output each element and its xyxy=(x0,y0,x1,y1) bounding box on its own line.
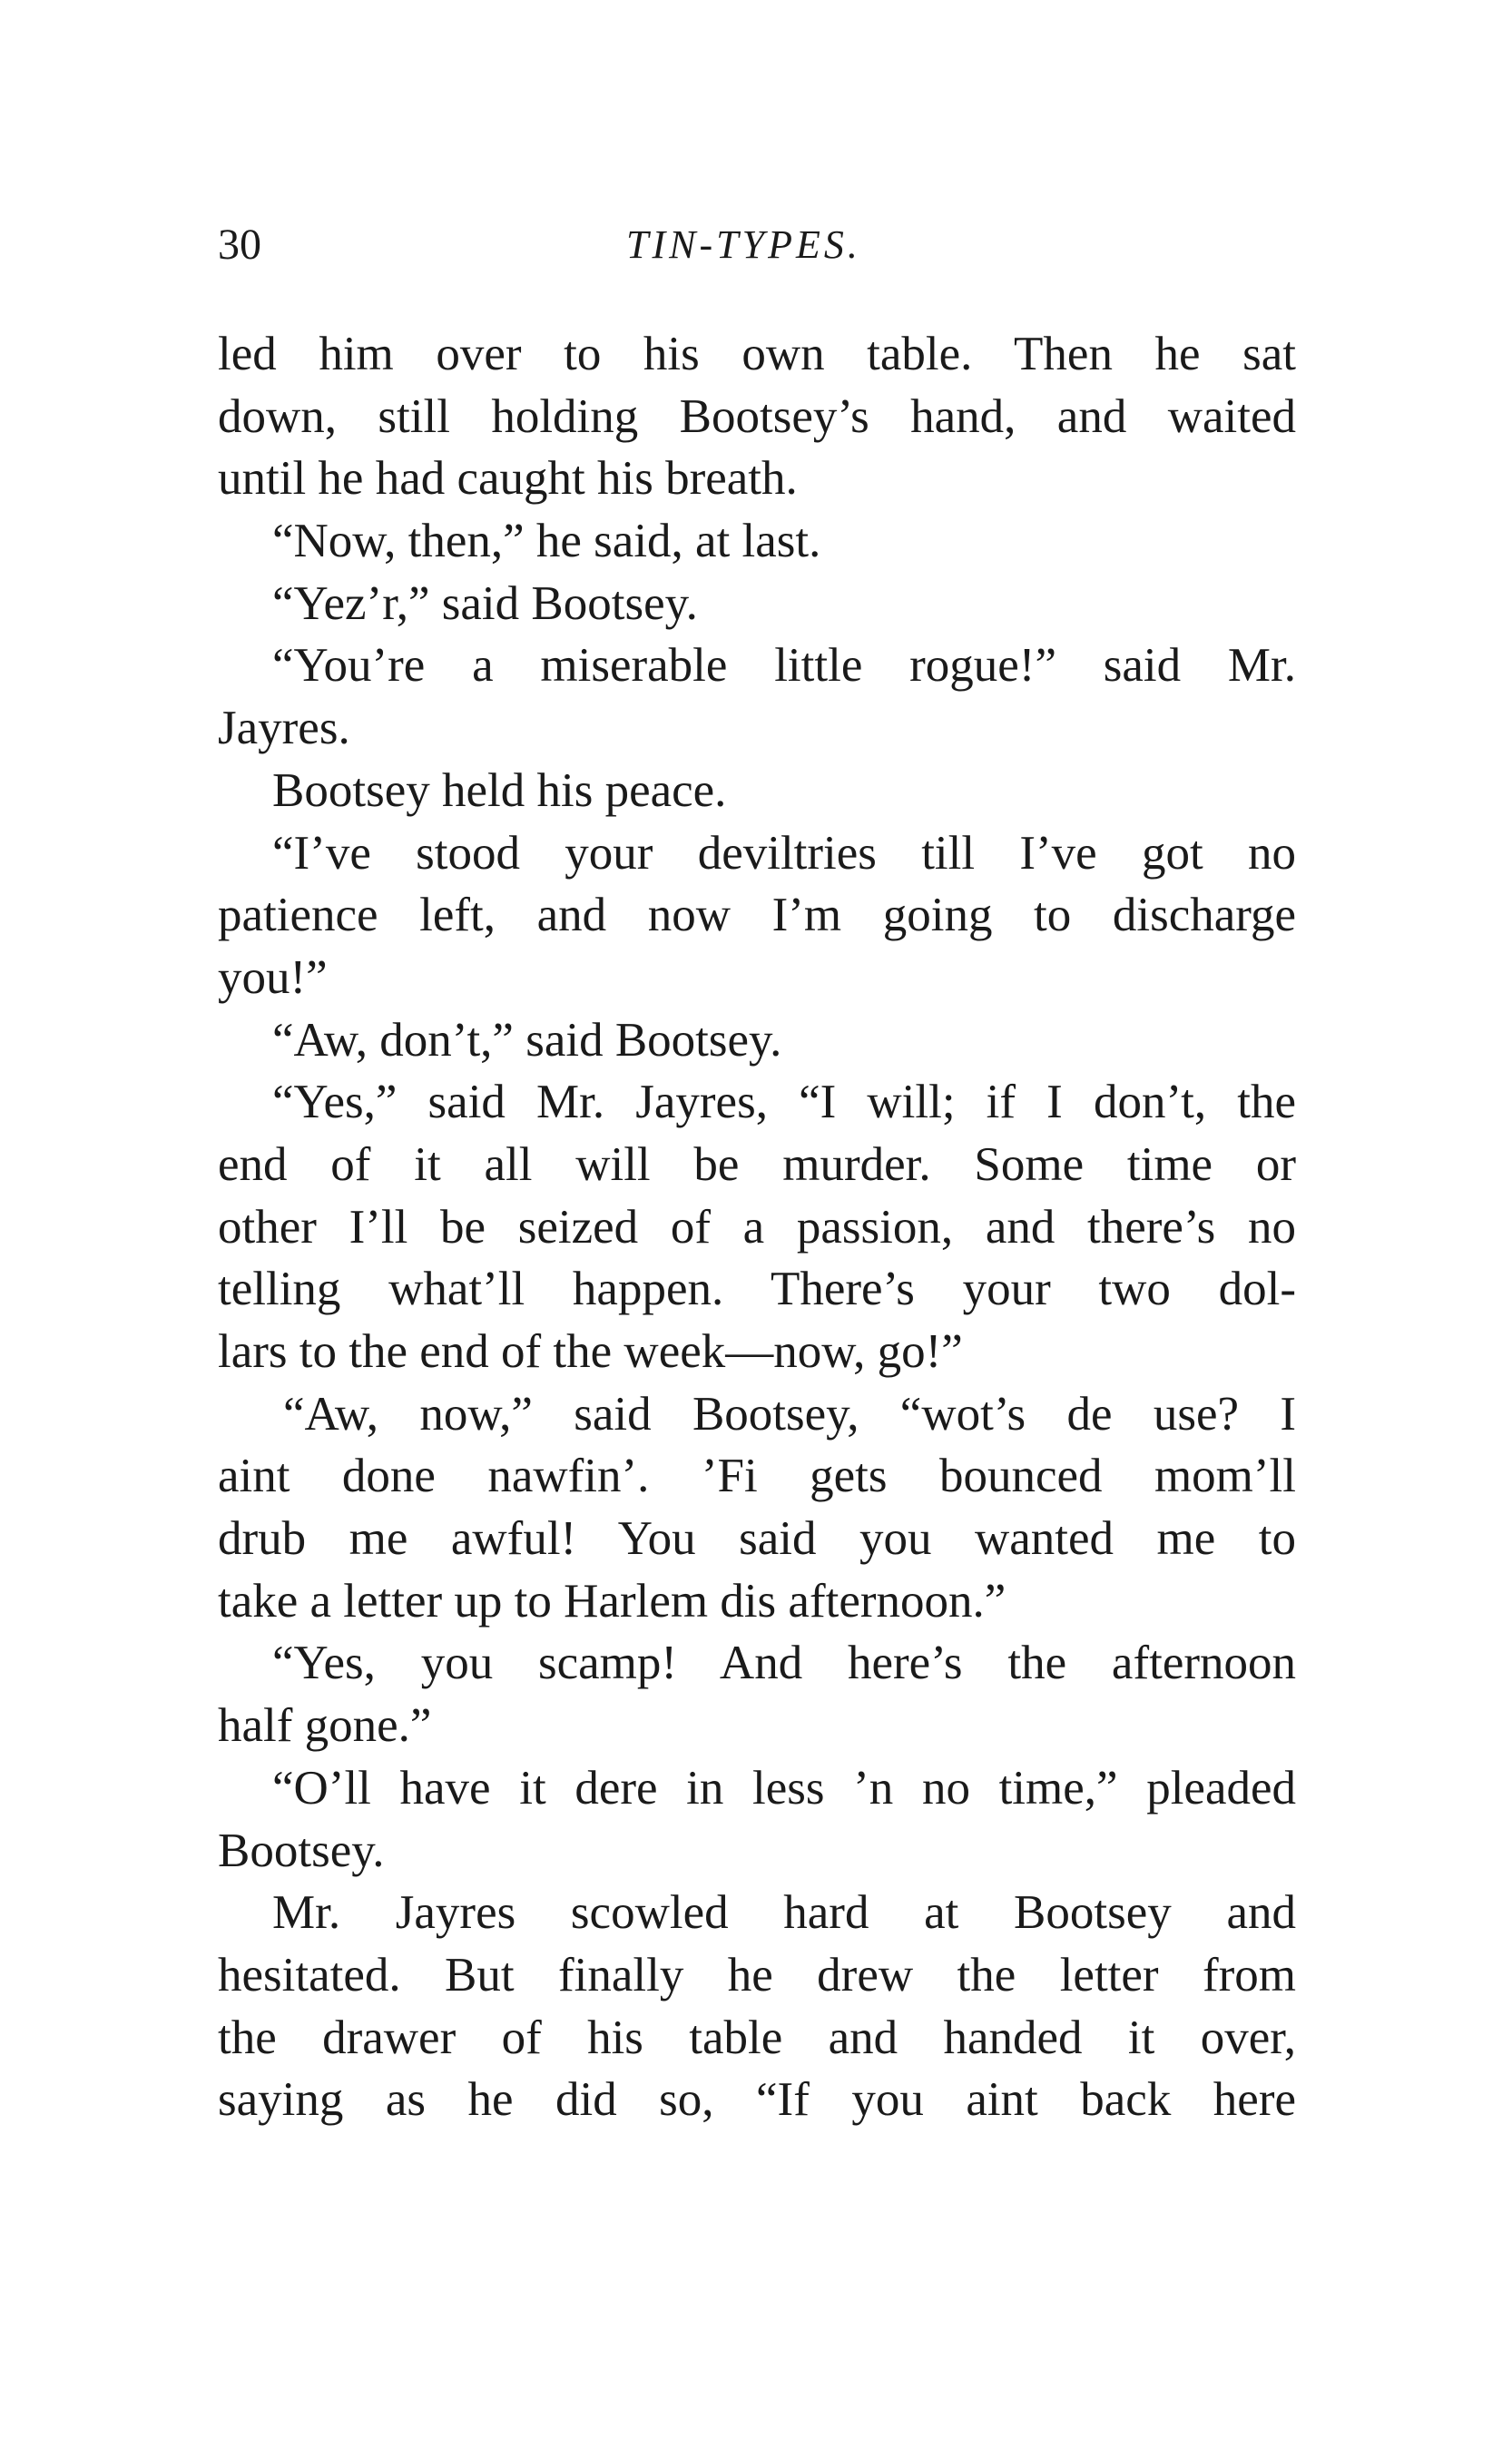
text-line: end of it all will be murder. Some time or xyxy=(218,1137,1296,1191)
text-line: the drawer of his table and handed it over, xyxy=(218,2011,1296,2064)
running-title: TIN-TYPES. xyxy=(626,222,861,267)
text-line: take a letter up to Harlem dis afternoon.” xyxy=(218,1574,1006,1628)
text-line: “Yez’r,” said Bootsey. xyxy=(272,576,698,630)
text-line: until he had caught his breath. xyxy=(218,452,798,506)
text-line: Bootsey. xyxy=(218,1824,385,1877)
text-line: Mr. Jayres scowled hard at Bootsey and xyxy=(272,1886,1296,1940)
text-line: Jayres. xyxy=(218,702,350,755)
text-line: other I’ll be seized of a passion, and there’s no xyxy=(218,1200,1296,1254)
text-line: “O’ll have it dere in less ’n no time,” pleaded xyxy=(272,1761,1296,1815)
text-line: down, still holding Bootsey’s hand, and waited xyxy=(218,389,1296,443)
text-line: aint done nawfin’. ’Fi gets bounced mom’ll xyxy=(218,1450,1296,1503)
text-line: “Yes,” said Mr. Jayres, “I will; if I don’t, the xyxy=(272,1076,1296,1129)
text-line: “Aw, don’t,” said Bootsey. xyxy=(272,1013,782,1067)
text-line: “You’re a miserable little rogue!” said Mr. xyxy=(272,639,1296,693)
text-line: saying as he did so, “If you aint back here xyxy=(218,2073,1296,2127)
text-line: half gone.” xyxy=(218,1699,432,1753)
text-line: you!” xyxy=(218,950,328,1004)
text-line: telling what’ll happen. There’s your two dol- xyxy=(218,1263,1296,1316)
text-line: drub me awful! You said you wanted me to xyxy=(218,1512,1296,1566)
page-number: 30 xyxy=(218,221,261,269)
text-line: led him over to his own table. Then he sat xyxy=(218,328,1296,380)
text-line: hesitated. But finally he drew the letter from xyxy=(218,1948,1296,2001)
body-text xyxy=(218,323,1296,2131)
text-line: Bootsey held his peace. xyxy=(272,763,727,817)
text-line: lars to the end of the week—now, go!” xyxy=(218,1325,963,1378)
text-line: “Yes, you scamp! And here’s the afternoon xyxy=(272,1637,1296,1690)
text-line: “Now, then,” he said, at last. xyxy=(272,515,821,568)
text-line: “Aw, now,” said Bootsey, “wot’s de use? I xyxy=(283,1387,1296,1441)
text-line: patience left, and now I’m going to discharge xyxy=(218,889,1296,942)
text-line: “I’ve stood your deviltries till I’ve got no xyxy=(272,826,1296,880)
